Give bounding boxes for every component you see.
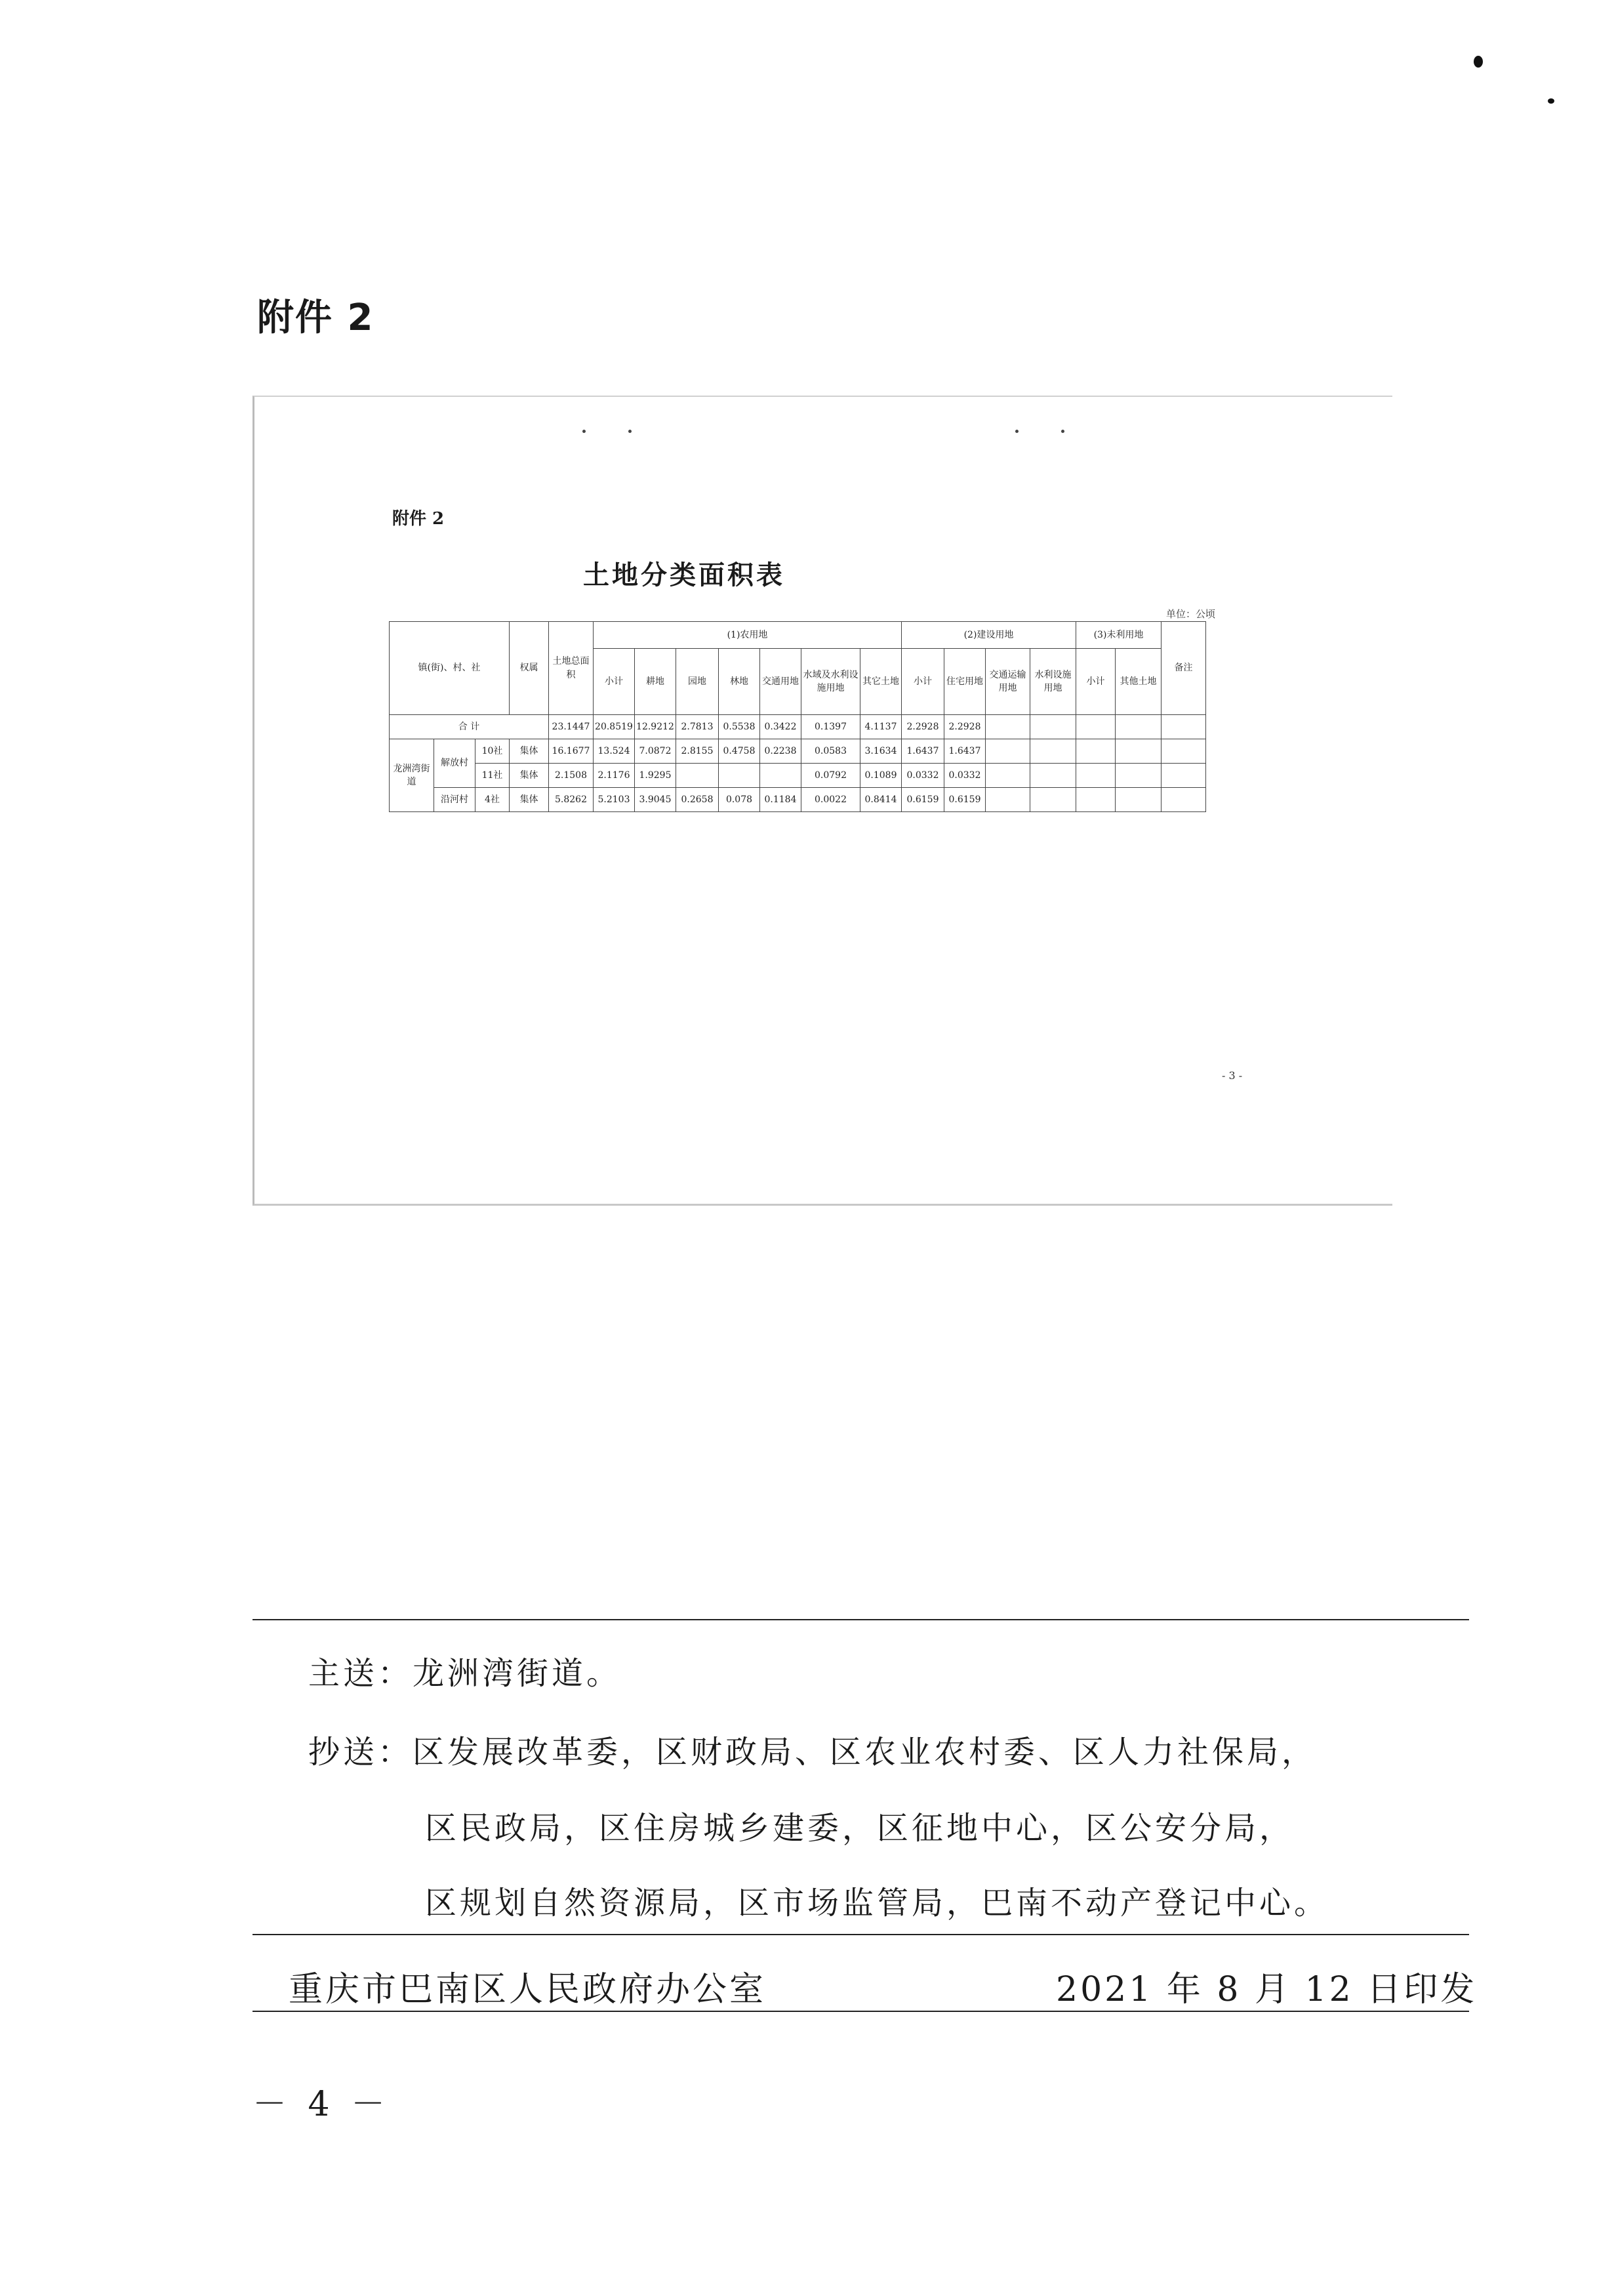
table-cell (1030, 739, 1076, 764)
table-cell: 5.8262 (549, 788, 594, 812)
table-cell: 0.1184 (760, 788, 801, 812)
table-cell: 1.9295 (635, 764, 676, 788)
table-cell: 2.7813 (676, 715, 719, 739)
table-cell (1076, 739, 1116, 764)
table-cell: 0.1089 (860, 764, 902, 788)
table-cell: 0.6159 (902, 788, 944, 812)
top-divider (253, 1619, 1469, 1620)
main-recipient-value: 龙洲湾街道。 (413, 1655, 622, 1692)
table-cell: 0.0332 (944, 764, 986, 788)
village-name: 沿河村 (434, 788, 475, 812)
table-cell (1116, 715, 1162, 739)
table-cell (1076, 764, 1116, 788)
table-cell: 0.8414 (860, 788, 902, 812)
table-cell: 2.8155 (676, 739, 719, 764)
header-transport: 交通运输用地 (986, 649, 1030, 715)
table-cell: 2.2928 (902, 715, 944, 739)
header-forest: 林地 (719, 649, 760, 715)
unit-label: 单位：公顷 (1166, 608, 1216, 620)
table-row-total (390, 715, 1206, 739)
table-cell: 1.6437 (944, 739, 986, 764)
issuing-office: 重庆市巴南区人民政府办公室 (289, 1970, 767, 2009)
scan-speck (1474, 56, 1483, 68)
table-cell (986, 739, 1030, 764)
table-cell (1162, 788, 1206, 812)
bottom-divider (253, 2011, 1469, 2012)
table-cell: 0.2238 (760, 739, 801, 764)
header-total-area: 土地总面积 (549, 622, 594, 715)
table-cell: 0.0332 (902, 764, 944, 788)
header-other-land: 其他土地 (1116, 649, 1162, 715)
table-cell: 7.0872 (635, 739, 676, 764)
header-construction-land: (2)建设用地 (902, 622, 1076, 649)
ownership-cell: 集体 (510, 764, 549, 788)
table-cell (1116, 764, 1162, 788)
table-cell: 3.9045 (635, 788, 676, 812)
ownership-cell: 集体 (510, 788, 549, 812)
header-cultivated: 耕地 (635, 649, 676, 715)
table-cell: 0.0792 (801, 764, 860, 788)
header-row-1 (390, 622, 1206, 649)
header-location: 镇(街)、村、社 (390, 622, 510, 715)
total-label: 合 计 (390, 715, 549, 739)
cc-line-3: 区规划自然资源局，区市场监管局，巴南不动产登记中心。 (425, 1885, 1329, 1921)
embedded-page-scan (253, 396, 1392, 1206)
table-cell (986, 788, 1030, 812)
header-water-facility: 水利设施用地 (1030, 649, 1076, 715)
table-cell (1030, 788, 1076, 812)
table-row (390, 788, 1206, 812)
table-cell: 1.6437 (902, 739, 944, 764)
table-cell (1162, 764, 1206, 788)
header-other-agri: 其它土地 (860, 649, 902, 715)
table-cell (1116, 739, 1162, 764)
cc-line-2: 区民政局，区住房城乡建委，区征地中心，区公安分局， (425, 1810, 1295, 1847)
middle-divider (253, 1934, 1469, 1935)
header-unused-land: (3)未利用地 (1076, 622, 1162, 649)
main-recipient-label: 主送： (308, 1655, 413, 1692)
cc-text: 区发展改革委，区财政局、区农业农村委、区人力社保局， (413, 1734, 1317, 1771)
table-cell: 0.2658 (676, 788, 719, 812)
table-cell: 20.8519 (594, 715, 635, 739)
header-remark: 备注 (1162, 622, 1206, 715)
table-cell: 2.1508 (549, 764, 594, 788)
table-cell: 0.6159 (944, 788, 986, 812)
land-classification-table (389, 621, 1206, 812)
table-row (390, 739, 1206, 764)
header-traffic: 交通用地 (760, 649, 801, 715)
table-cell (676, 764, 719, 788)
table-cell: 0.078 (719, 788, 760, 812)
table-row (390, 764, 1206, 788)
header-ownership: 权属 (510, 622, 549, 715)
table-cell: 13.524 (594, 739, 635, 764)
table-cell: 5.2103 (594, 788, 635, 812)
group-name: 10社 (475, 739, 510, 764)
header-water: 水域及水利设施用地 (801, 649, 860, 715)
header-garden: 园地 (676, 649, 719, 715)
print-date: 2021 年 8 月 12 日印发 (1056, 1970, 1478, 2009)
ownership-cell: 集体 (510, 739, 549, 764)
main-recipient (308, 1648, 621, 1693)
scan-dot (628, 430, 632, 433)
table-cell (760, 764, 801, 788)
table-cell (1030, 764, 1076, 788)
village-name: 解放村 (434, 739, 475, 788)
table-cell (986, 715, 1030, 739)
table-title: 土地分类面积表 (583, 560, 785, 590)
header-agricultural-land: (1)农用地 (594, 622, 902, 649)
group-name: 11社 (475, 764, 510, 788)
table-cell (719, 764, 760, 788)
table-cell: 2.1176 (594, 764, 635, 788)
table-cell (1030, 715, 1076, 739)
page-number: － 4 － (253, 2085, 391, 2124)
table-cell: 12.9212 (635, 715, 676, 739)
inner-page-number: - 3 - (1222, 1069, 1243, 1082)
scan-dot (1061, 430, 1064, 433)
cc-label: 抄送： (308, 1734, 413, 1771)
table-cell: 0.1397 (801, 715, 860, 739)
table-cell: 4.1137 (860, 715, 902, 739)
table-cell (1076, 715, 1116, 739)
header-build-subtotal: 小计 (902, 649, 944, 715)
table-cell: 0.3422 (760, 715, 801, 739)
header-residential: 住宅用地 (944, 649, 986, 715)
table-cell: 3.1634 (860, 739, 902, 764)
header-agri-subtotal: 小计 (594, 649, 635, 715)
table-cell: 0.0583 (801, 739, 860, 764)
scan-speck (1548, 98, 1554, 104)
scan-dot (1015, 430, 1019, 433)
table-cell: 23.1447 (549, 715, 594, 739)
table-cell: 0.4758 (719, 739, 760, 764)
cc-line-1 (308, 1727, 1316, 1772)
table-cell: 0.5538 (719, 715, 760, 739)
table-cell: 2.2928 (944, 715, 986, 739)
table-cell (986, 764, 1030, 788)
header-unused-subtotal: 小计 (1076, 649, 1116, 715)
table-cell: 0.0022 (801, 788, 860, 812)
table-cell (1162, 739, 1206, 764)
street-name: 龙洲湾街道 (390, 739, 434, 812)
table-cell (1116, 788, 1162, 812)
group-name: 4社 (475, 788, 510, 812)
attachment-heading: 附件 2 (257, 297, 374, 339)
table-cell (1076, 788, 1116, 812)
table-cell: 16.1677 (549, 739, 594, 764)
inner-attachment-label: 附件 2 (392, 509, 445, 529)
scan-dot (582, 430, 586, 433)
table-cell (1162, 715, 1206, 739)
